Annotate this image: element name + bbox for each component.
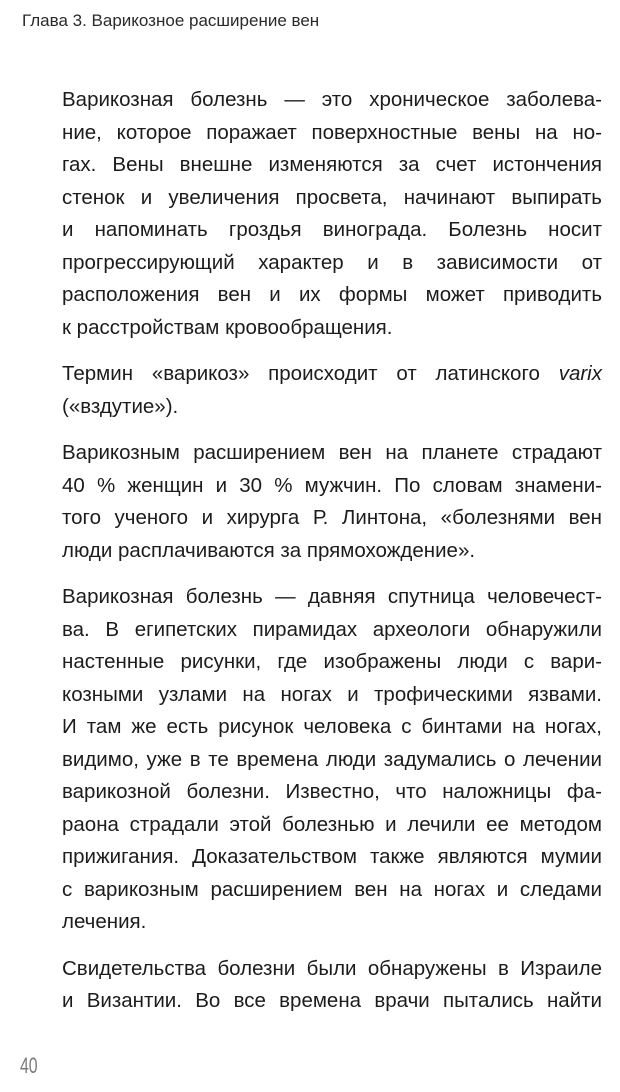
text-run: Термин «варикоз» происходит от латинского: [62, 362, 540, 385]
text-line: лечения.: [62, 910, 147, 933]
page-body: [62, 84, 602, 1018]
text-line: 40 % женщин и 30 % мужчин. По словам знамени-: [62, 473, 602, 497]
text-line: раона страдали этой болезнью и лечили ее методом: [62, 812, 602, 836]
text-line: гах. Вены внешне изменяются за счет истончения: [62, 153, 602, 176]
text-line: Свидетельства болезни были обнаружены в Израиле: [62, 956, 602, 980]
text-line: ва. В египетских пирамидах археологи обнаружили: [62, 617, 602, 641]
text-line: («вздутие»).: [62, 394, 179, 418]
text-line: стенок и увеличения просвета, начинают выпирать: [62, 185, 602, 209]
running-head: Глава 3. Варикозное расширение вен: [22, 11, 320, 30]
paragraph-5: [62, 953, 602, 1018]
latin-term: varix: [558, 362, 602, 385]
text-line: и Византии. Во все времена врачи пытались найти: [62, 989, 602, 1012]
page-number: 40: [20, 1053, 38, 1078]
text-line: расположения вен и их формы может приводить: [62, 283, 602, 306]
paragraph-2: [62, 358, 602, 423]
paragraph-1: [62, 84, 602, 344]
text-line: И там же есть рисунок человека с бинтами на ногах,: [62, 715, 602, 738]
text-line: Варикозным расширением вен на планете страдают: [62, 441, 602, 464]
text-line: того ученого и хирурга Р. Линтона, «болезнями вен: [62, 506, 602, 529]
text-line: люди расплачиваются за прямохождение».: [62, 538, 476, 562]
text-line: к расстройствам кровообращения.: [62, 315, 393, 339]
text-line: видимо, уже в те времена люди задумались о лечении: [62, 747, 602, 771]
text-line: и напоминать гроздья винограда. Болезнь носит: [62, 218, 602, 241]
text-line: [62, 358, 602, 391]
text-line: прогрессирующий характер и в зависимости от: [62, 250, 602, 274]
text-line: с варикозным расширением вен на ногах и следами: [62, 877, 602, 901]
paragraph-3: [62, 437, 602, 567]
text-line: Варикозная болезнь — это хроническое заболева-: [62, 88, 602, 111]
text-line: варикозной болезни. Известно, что наложницы фа-: [62, 780, 602, 803]
text-line: козными узлами на ногах и трофическими язвами.: [62, 682, 602, 706]
text-line: ние, которое поражает поверхностные вены на но-: [62, 120, 602, 144]
text-line: прижигания. Доказательством также являются мумии: [62, 845, 602, 868]
text-line: настенные рисунки, где изображены люди с вари-: [62, 650, 602, 673]
text-line: Варикозная болезнь — давняя спутница человечест-: [62, 585, 602, 608]
paragraph-4: [62, 581, 602, 939]
